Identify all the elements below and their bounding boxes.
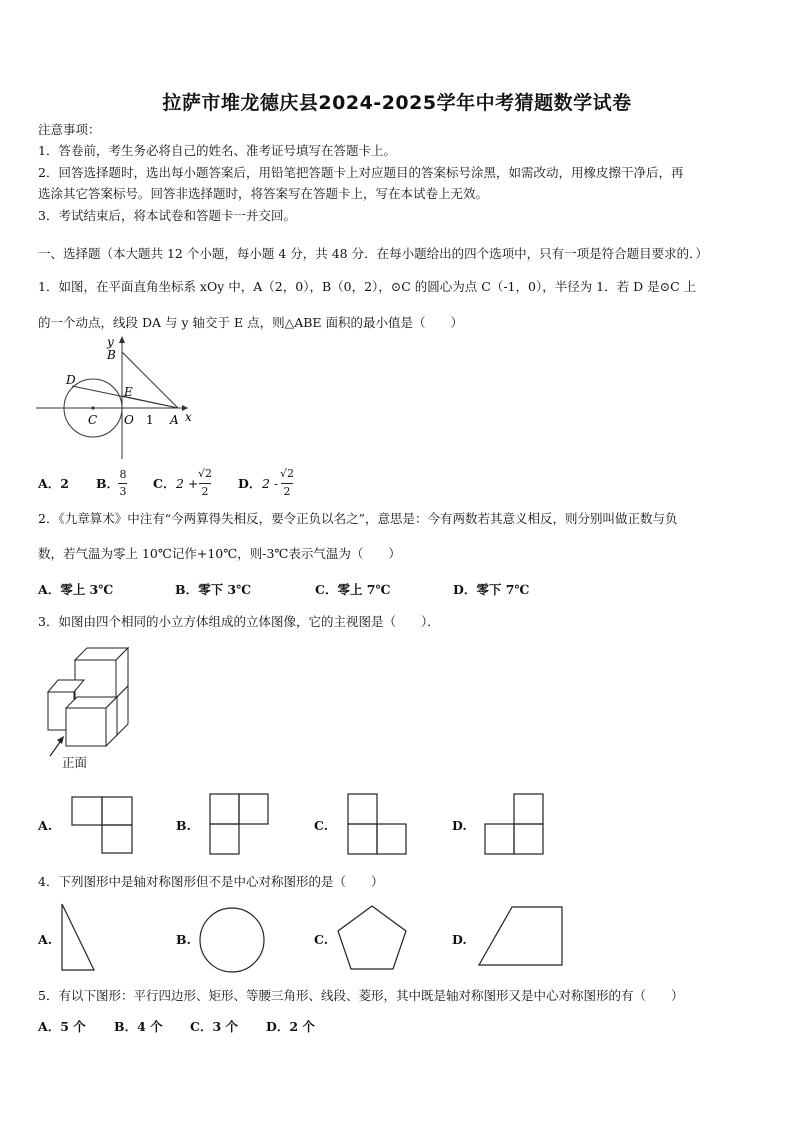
q1-option-d-prefix: 2 - xyxy=(262,476,279,491)
q4-option-b-circle xyxy=(196,904,268,976)
question-2-text: 数，若气温为零上 10℃记作+10℃，则-3℃表示气温为（ ） xyxy=(38,546,401,561)
notice-item: 1．答卷前，考生务必将自己的姓名、准考证号填写在答题卡上。 xyxy=(38,143,396,158)
q4-option-d-trapezoid xyxy=(476,904,566,968)
q2-option-d: D．零下 7℃ xyxy=(453,582,530,597)
point-label-D: D xyxy=(66,373,76,387)
question-5-text: 5．有以下图形：平行四边形、矩形、等腰三角形、线段、菱形，其中既是轴对称图形又是中心对称图形的有（ ） xyxy=(38,988,684,1003)
q4-option-d: D. xyxy=(452,932,467,947)
q1-option-c-letter: C． xyxy=(153,476,176,491)
axis-label-y: y xyxy=(107,335,114,349)
question-1-text: 1．如图，在平面直角坐标系 xOy 中，A（2，0），B（0，2），⊙C 的圆心为点 C（-1，0），半径为 1．若 D 是⊙C 上 xyxy=(38,279,697,294)
q3-option-a: A. xyxy=(38,818,53,833)
question-1-figure xyxy=(36,334,196,464)
section-heading: 一、选择题（本大题共 12 个小题，每小题 4 分，共 48 分．在每小题给出的四个选项中，只有一项是符合题目要求的．） xyxy=(38,246,708,261)
q4-option-a-right-triangle xyxy=(58,902,98,974)
q1-option-d-letter: D． xyxy=(238,476,262,491)
q1-option-a: A．2 xyxy=(38,476,69,491)
q2-option-b: B．零下 3℃ xyxy=(175,582,252,597)
q5-option-b: B．4 个 xyxy=(114,1019,163,1034)
q4-option-a: A. xyxy=(38,932,53,947)
q3-option-a-figure xyxy=(70,796,134,856)
tick-label-1: 1 xyxy=(146,413,154,427)
q1-option-c-prefix: 2 + xyxy=(176,476,199,491)
point-label-A: A xyxy=(170,413,179,427)
notice-item: 3．考试结束后，将本试卷和答题卡一并交回。 xyxy=(38,208,296,223)
question-3-text: 3．如图由四个相同的小立方体组成的立体图像，它的主视图是（ ）． xyxy=(38,614,440,629)
q3-option-b-figure xyxy=(208,792,272,856)
notice-item: 选涂其它答案标号。回答非选择题时，将答案写在答题卡上，写在本试卷上无效。 xyxy=(38,186,489,201)
axis-label-x: x xyxy=(185,410,192,424)
notice-item: 2．回答选择题时，选出每小题答案后，用铅笔把答题卡上对应题目的答案标号涂黑，如需改动，用橡皮擦干净后，再 xyxy=(38,165,684,180)
point-label-E: E xyxy=(124,385,133,399)
q1-option-b-denominator: 3 xyxy=(119,485,127,498)
q1-option-b-numerator: 8 xyxy=(119,468,127,481)
q3-option-d: D. xyxy=(452,818,467,833)
q1-option-d-denominator: 2 xyxy=(283,485,291,498)
q3-option-c-figure xyxy=(346,792,410,856)
point-label-B: B xyxy=(107,348,116,362)
q5-option-a: A．5 个 xyxy=(38,1019,86,1034)
q2-option-c: C．零上 7℃ xyxy=(315,582,391,597)
point-label-O: O xyxy=(124,413,134,427)
q1-option-c-denominator: 2 xyxy=(201,485,209,498)
q3-option-c: C. xyxy=(314,818,329,833)
q1-option-d-numerator: √2 xyxy=(280,467,295,480)
question-2-text: 2．《九章算术》中注有“今两算得失相反，要令正负以名之”，意思是：今有两数若其意义相反，则分别叫做正数与负 xyxy=(38,511,678,526)
q4-option-c-pentagon xyxy=(334,902,410,974)
q3-option-d-figure xyxy=(484,792,548,856)
question-3-cubes-figure xyxy=(40,640,140,760)
q1-option-c-numerator: √2 xyxy=(198,467,213,480)
q2-option-a: A．零上 3℃ xyxy=(38,582,114,597)
question-4-text: 4．下列图形中是轴对称图形但不是中心对称图形的是（ ） xyxy=(38,874,384,889)
q1-option-b-letter: B． xyxy=(96,476,120,491)
q3-option-b: B. xyxy=(176,818,191,833)
page-title: 拉萨市堆龙德庆县2024-2025学年中考猜题数学试卷 xyxy=(162,92,632,114)
q5-option-d: D．2 个 xyxy=(266,1019,315,1034)
notice-heading: 注意事项： xyxy=(38,122,101,137)
q4-option-c: C. xyxy=(314,932,329,947)
q4-option-b: B. xyxy=(176,932,191,947)
point-label-C: C xyxy=(88,413,98,427)
q5-option-c: C．3 个 xyxy=(190,1019,238,1034)
question-1-text: 的一个动点，线段 DA 与 y 轴交于 E 点，则△ABE 面积的最小值是（ ） xyxy=(38,315,464,330)
front-view-label: 正面 xyxy=(62,755,88,770)
